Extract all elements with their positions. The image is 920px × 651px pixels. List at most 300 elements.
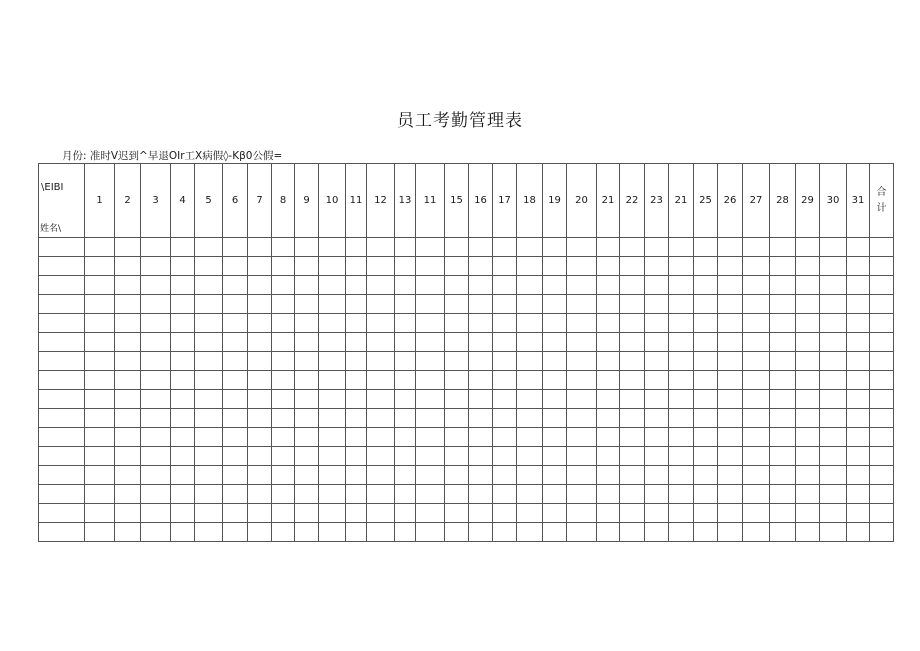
attendance-cell[interactable] [272,314,295,333]
attendance-cell[interactable] [171,314,195,333]
attendance-cell[interactable] [319,276,346,295]
attendance-cell[interactable] [820,447,847,466]
attendance-cell[interactable] [517,238,543,257]
attendance-cell[interactable] [743,504,770,523]
attendance-cell[interactable] [395,295,416,314]
attendance-cell[interactable] [367,428,395,447]
attendance-cell[interactable] [718,390,743,409]
attendance-cell[interactable] [770,238,796,257]
attendance-cell[interactable] [171,447,195,466]
attendance-cell[interactable] [445,314,469,333]
attendance-cell[interactable] [770,390,796,409]
attendance-cell[interactable] [395,276,416,295]
attendance-cell[interactable] [223,428,248,447]
attendance-cell[interactable] [141,257,171,276]
attendance-cell[interactable] [517,371,543,390]
attendance-cell[interactable] [319,390,346,409]
attendance-cell[interactable] [694,352,718,371]
attendance-cell[interactable] [597,276,620,295]
attendance-cell[interactable] [645,447,669,466]
attendance-cell[interactable] [115,466,141,485]
attendance-cell[interactable] [395,371,416,390]
attendance-cell[interactable] [543,352,567,371]
attendance-cell[interactable] [718,276,743,295]
attendance-cell[interactable] [445,257,469,276]
attendance-cell[interactable] [669,314,694,333]
attendance-cell[interactable] [248,333,272,352]
attendance-cell[interactable] [319,295,346,314]
attendance-cell[interactable] [416,314,445,333]
attendance-cell[interactable] [115,428,141,447]
attendance-cell[interactable] [248,485,272,504]
attendance-cell[interactable] [115,409,141,428]
attendance-cell[interactable] [718,504,743,523]
attendance-cell[interactable] [395,466,416,485]
attendance-cell[interactable] [223,447,248,466]
attendance-cell[interactable] [517,523,543,542]
attendance-cell[interactable] [567,523,597,542]
attendance-cell[interactable] [195,523,223,542]
attendance-cell[interactable] [346,238,367,257]
attendance-cell[interactable] [743,295,770,314]
employee-name-cell[interactable] [39,314,85,333]
attendance-cell[interactable] [820,428,847,447]
attendance-cell[interactable] [517,485,543,504]
attendance-cell[interactable] [367,295,395,314]
attendance-cell[interactable] [248,390,272,409]
attendance-cell[interactable] [395,352,416,371]
attendance-cell[interactable] [669,504,694,523]
attendance-cell[interactable] [367,485,395,504]
attendance-cell[interactable] [770,333,796,352]
attendance-cell[interactable] [141,447,171,466]
attendance-cell[interactable] [694,371,718,390]
attendance-cell[interactable] [543,276,567,295]
attendance-cell[interactable] [694,333,718,352]
attendance-cell[interactable] [445,352,469,371]
attendance-cell[interactable] [620,371,645,390]
attendance-cell[interactable] [469,447,493,466]
attendance-cell[interactable] [295,447,319,466]
attendance-cell[interactable] [743,238,770,257]
attendance-cell[interactable] [669,371,694,390]
attendance-cell[interactable] [346,447,367,466]
attendance-cell[interactable] [517,447,543,466]
attendance-cell[interactable] [597,523,620,542]
attendance-cell[interactable] [195,352,223,371]
attendance-cell[interactable] [171,276,195,295]
attendance-cell[interactable] [517,352,543,371]
attendance-cell[interactable] [248,466,272,485]
attendance-cell[interactable] [770,276,796,295]
attendance-cell[interactable] [847,390,870,409]
attendance-cell[interactable] [195,257,223,276]
attendance-cell[interactable] [517,390,543,409]
attendance-cell[interactable] [141,295,171,314]
attendance-cell[interactable] [796,333,820,352]
attendance-cell[interactable] [597,504,620,523]
attendance-cell[interactable] [493,504,517,523]
attendance-cell[interactable] [796,238,820,257]
attendance-cell[interactable] [796,276,820,295]
attendance-cell[interactable] [543,295,567,314]
attendance-cell[interactable] [85,485,115,504]
attendance-cell[interactable] [469,238,493,257]
attendance-cell[interactable] [694,257,718,276]
attendance-cell[interactable] [493,409,517,428]
attendance-cell[interactable] [223,333,248,352]
attendance-cell[interactable] [770,409,796,428]
attendance-cell[interactable] [820,276,847,295]
employee-name-cell[interactable] [39,371,85,390]
attendance-cell[interactable] [669,485,694,504]
attendance-cell[interactable] [295,409,319,428]
attendance-cell[interactable] [469,333,493,352]
attendance-cell[interactable] [319,466,346,485]
attendance-cell[interactable] [195,390,223,409]
attendance-cell[interactable] [445,447,469,466]
attendance-cell[interactable] [620,295,645,314]
attendance-cell[interactable] [115,238,141,257]
attendance-cell[interactable] [669,295,694,314]
attendance-cell[interactable] [718,428,743,447]
attendance-cell[interactable] [346,523,367,542]
attendance-cell[interactable] [820,295,847,314]
attendance-cell[interactable] [796,314,820,333]
attendance-cell[interactable] [645,390,669,409]
attendance-cell[interactable] [416,390,445,409]
attendance-cell[interactable] [669,466,694,485]
attendance-cell[interactable] [272,295,295,314]
attendance-cell[interactable] [620,504,645,523]
attendance-cell[interactable] [543,447,567,466]
attendance-cell[interactable] [319,238,346,257]
attendance-cell[interactable] [346,333,367,352]
attendance-cell[interactable] [567,314,597,333]
attendance-cell[interactable] [669,238,694,257]
attendance-cell[interactable] [85,523,115,542]
attendance-cell[interactable] [171,485,195,504]
attendance-cell[interactable] [171,504,195,523]
attendance-cell[interactable] [367,276,395,295]
attendance-cell[interactable] [248,352,272,371]
attendance-cell[interactable] [597,390,620,409]
attendance-cell[interactable] [620,409,645,428]
attendance-cell[interactable] [620,352,645,371]
attendance-cell[interactable] [597,428,620,447]
attendance-cell[interactable] [770,371,796,390]
attendance-cell[interactable] [171,295,195,314]
attendance-cell[interactable] [223,409,248,428]
attendance-cell[interactable] [669,409,694,428]
attendance-cell[interactable] [645,428,669,447]
total-cell[interactable] [870,447,894,466]
total-cell[interactable] [870,390,894,409]
attendance-cell[interactable] [195,276,223,295]
attendance-cell[interactable] [295,428,319,447]
attendance-cell[interactable] [597,295,620,314]
attendance-cell[interactable] [416,409,445,428]
attendance-cell[interactable] [416,523,445,542]
attendance-cell[interactable] [395,257,416,276]
attendance-cell[interactable] [694,466,718,485]
total-cell[interactable] [870,371,894,390]
attendance-cell[interactable] [319,409,346,428]
attendance-cell[interactable] [248,523,272,542]
attendance-cell[interactable] [645,371,669,390]
attendance-cell[interactable] [272,447,295,466]
attendance-cell[interactable] [346,504,367,523]
attendance-cell[interactable] [493,257,517,276]
attendance-cell[interactable] [141,352,171,371]
attendance-cell[interactable] [847,504,870,523]
attendance-cell[interactable] [295,295,319,314]
attendance-cell[interactable] [416,447,445,466]
attendance-cell[interactable] [597,238,620,257]
attendance-cell[interactable] [469,523,493,542]
attendance-cell[interactable] [346,257,367,276]
attendance-cell[interactable] [195,295,223,314]
attendance-cell[interactable] [820,314,847,333]
attendance-cell[interactable] [248,295,272,314]
attendance-cell[interactable] [223,466,248,485]
attendance-cell[interactable] [367,352,395,371]
attendance-cell[interactable] [445,409,469,428]
attendance-cell[interactable] [820,333,847,352]
attendance-cell[interactable] [272,352,295,371]
attendance-cell[interactable] [493,485,517,504]
attendance-cell[interactable] [517,295,543,314]
attendance-cell[interactable] [597,352,620,371]
attendance-cell[interactable] [543,314,567,333]
attendance-cell[interactable] [395,428,416,447]
attendance-cell[interactable] [517,276,543,295]
attendance-cell[interactable] [115,314,141,333]
attendance-cell[interactable] [645,485,669,504]
attendance-cell[interactable] [567,409,597,428]
attendance-cell[interactable] [743,314,770,333]
employee-name-cell[interactable] [39,523,85,542]
employee-name-cell[interactable] [39,447,85,466]
attendance-cell[interactable] [223,371,248,390]
attendance-cell[interactable] [517,428,543,447]
attendance-cell[interactable] [195,333,223,352]
total-cell[interactable] [870,276,894,295]
attendance-cell[interactable] [445,295,469,314]
attendance-cell[interactable] [416,333,445,352]
attendance-cell[interactable] [847,295,870,314]
attendance-cell[interactable] [743,523,770,542]
attendance-cell[interactable] [85,504,115,523]
attendance-cell[interactable] [295,523,319,542]
attendance-cell[interactable] [517,504,543,523]
total-cell[interactable] [870,314,894,333]
attendance-cell[interactable] [85,352,115,371]
attendance-cell[interactable] [416,371,445,390]
attendance-cell[interactable] [847,257,870,276]
attendance-cell[interactable] [645,314,669,333]
attendance-cell[interactable] [445,485,469,504]
attendance-cell[interactable] [620,428,645,447]
total-cell[interactable] [870,485,894,504]
attendance-cell[interactable] [272,504,295,523]
attendance-cell[interactable] [718,371,743,390]
attendance-cell[interactable] [820,409,847,428]
total-cell[interactable] [870,428,894,447]
attendance-cell[interactable] [796,257,820,276]
attendance-cell[interactable] [346,485,367,504]
attendance-cell[interactable] [847,485,870,504]
attendance-cell[interactable] [395,409,416,428]
attendance-cell[interactable] [295,466,319,485]
attendance-cell[interactable] [85,390,115,409]
attendance-cell[interactable] [469,409,493,428]
attendance-cell[interactable] [115,352,141,371]
attendance-cell[interactable] [796,409,820,428]
attendance-cell[interactable] [669,447,694,466]
attendance-cell[interactable] [319,314,346,333]
attendance-cell[interactable] [195,409,223,428]
attendance-cell[interactable] [295,352,319,371]
attendance-cell[interactable] [597,371,620,390]
attendance-cell[interactable] [517,409,543,428]
attendance-cell[interactable] [770,295,796,314]
attendance-cell[interactable] [195,371,223,390]
attendance-cell[interactable] [141,314,171,333]
attendance-cell[interactable] [445,390,469,409]
attendance-cell[interactable] [416,485,445,504]
attendance-cell[interactable] [669,390,694,409]
attendance-cell[interactable] [346,409,367,428]
attendance-cell[interactable] [248,504,272,523]
attendance-cell[interactable] [319,504,346,523]
attendance-cell[interactable] [694,390,718,409]
attendance-cell[interactable] [171,466,195,485]
attendance-cell[interactable] [85,295,115,314]
attendance-cell[interactable] [718,409,743,428]
employee-name-cell[interactable] [39,238,85,257]
attendance-cell[interactable] [847,409,870,428]
attendance-cell[interactable] [469,485,493,504]
attendance-cell[interactable] [195,466,223,485]
attendance-cell[interactable] [223,390,248,409]
attendance-cell[interactable] [770,428,796,447]
attendance-cell[interactable] [272,409,295,428]
attendance-cell[interactable] [195,485,223,504]
attendance-cell[interactable] [346,352,367,371]
total-cell[interactable] [870,466,894,485]
attendance-cell[interactable] [597,314,620,333]
attendance-cell[interactable] [694,447,718,466]
attendance-cell[interactable] [115,276,141,295]
attendance-cell[interactable] [645,238,669,257]
attendance-cell[interactable] [295,504,319,523]
attendance-cell[interactable] [820,390,847,409]
attendance-cell[interactable] [395,523,416,542]
attendance-cell[interactable] [195,238,223,257]
attendance-cell[interactable] [620,276,645,295]
attendance-cell[interactable] [171,390,195,409]
attendance-cell[interactable] [567,428,597,447]
attendance-cell[interactable] [597,466,620,485]
attendance-cell[interactable] [85,428,115,447]
attendance-cell[interactable] [567,371,597,390]
attendance-cell[interactable] [141,466,171,485]
attendance-cell[interactable] [223,523,248,542]
attendance-cell[interactable] [493,390,517,409]
attendance-cell[interactable] [171,257,195,276]
attendance-cell[interactable] [445,428,469,447]
attendance-cell[interactable] [248,447,272,466]
attendance-cell[interactable] [620,257,645,276]
attendance-cell[interactable] [669,333,694,352]
attendance-cell[interactable] [718,352,743,371]
attendance-cell[interactable] [85,409,115,428]
attendance-cell[interactable] [493,314,517,333]
attendance-cell[interactable] [820,371,847,390]
attendance-cell[interactable] [796,504,820,523]
attendance-cell[interactable] [85,314,115,333]
attendance-cell[interactable] [796,352,820,371]
attendance-cell[interactable] [620,523,645,542]
employee-name-cell[interactable] [39,295,85,314]
attendance-cell[interactable] [346,314,367,333]
attendance-cell[interactable] [141,333,171,352]
attendance-cell[interactable] [223,314,248,333]
attendance-cell[interactable] [141,371,171,390]
attendance-cell[interactable] [493,276,517,295]
attendance-cell[interactable] [718,295,743,314]
attendance-cell[interactable] [597,409,620,428]
attendance-cell[interactable] [847,523,870,542]
attendance-cell[interactable] [567,485,597,504]
attendance-cell[interactable] [620,447,645,466]
attendance-cell[interactable] [171,352,195,371]
attendance-cell[interactable] [248,428,272,447]
attendance-cell[interactable] [295,371,319,390]
attendance-cell[interactable] [847,238,870,257]
attendance-cell[interactable] [820,523,847,542]
attendance-cell[interactable] [493,238,517,257]
attendance-cell[interactable] [85,333,115,352]
attendance-cell[interactable] [645,333,669,352]
attendance-cell[interactable] [141,276,171,295]
attendance-cell[interactable] [295,257,319,276]
attendance-cell[interactable] [694,276,718,295]
attendance-cell[interactable] [847,371,870,390]
attendance-cell[interactable] [395,314,416,333]
attendance-cell[interactable] [367,409,395,428]
employee-name-cell[interactable] [39,428,85,447]
attendance-cell[interactable] [796,466,820,485]
attendance-cell[interactable] [445,238,469,257]
attendance-cell[interactable] [743,447,770,466]
attendance-cell[interactable] [367,314,395,333]
attendance-cell[interactable] [770,504,796,523]
attendance-cell[interactable] [517,333,543,352]
attendance-cell[interactable] [295,390,319,409]
attendance-cell[interactable] [517,257,543,276]
attendance-cell[interactable] [743,409,770,428]
attendance-cell[interactable] [770,523,796,542]
attendance-cell[interactable] [319,447,346,466]
attendance-cell[interactable] [141,409,171,428]
attendance-cell[interactable] [543,238,567,257]
attendance-cell[interactable] [694,485,718,504]
attendance-cell[interactable] [416,238,445,257]
attendance-cell[interactable] [620,390,645,409]
attendance-cell[interactable] [248,257,272,276]
